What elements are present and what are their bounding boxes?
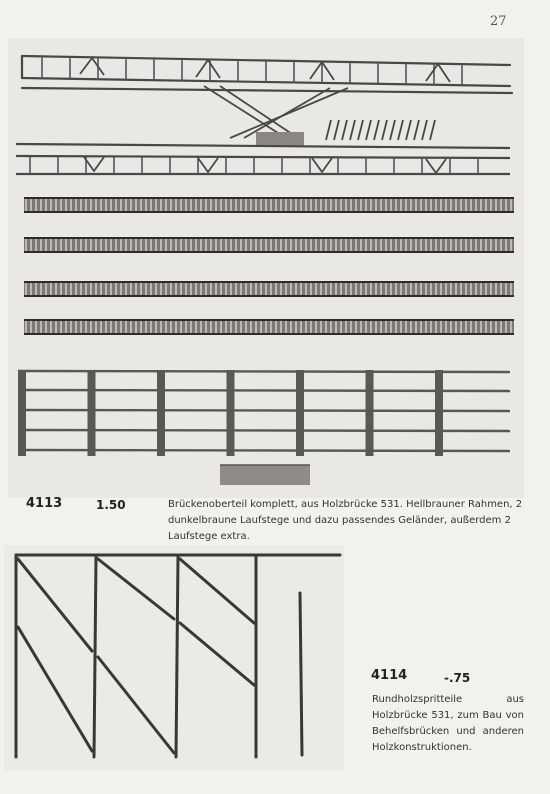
item-description-4113: Brückenoberteil komplett, aus Holzbrücke 531. Hellbrauner Rahmen, 2 dunkelbraune Laufstege und dazu passendes Geländer, außerdem 2 Laufstege extra. xyxy=(168,499,523,542)
bridge-top-photo xyxy=(8,38,524,498)
item-description-4114: Rundholzspritteile aus Holzbrücke 531, zum Bau von Behelfsbrücken und anderen Holzkonstruktionen. xyxy=(372,694,524,753)
round-timber-photo xyxy=(4,545,344,770)
item-number-4114: 4114 xyxy=(371,668,408,683)
item-number-4113: 4113 xyxy=(26,496,63,511)
item-price-4113: 1.50 xyxy=(96,498,126,512)
bridge-top-illustration xyxy=(8,38,524,498)
round-timber-illustration xyxy=(4,545,344,770)
page-number: 27 xyxy=(490,14,507,29)
item-price-4114: -.75 xyxy=(444,671,471,685)
